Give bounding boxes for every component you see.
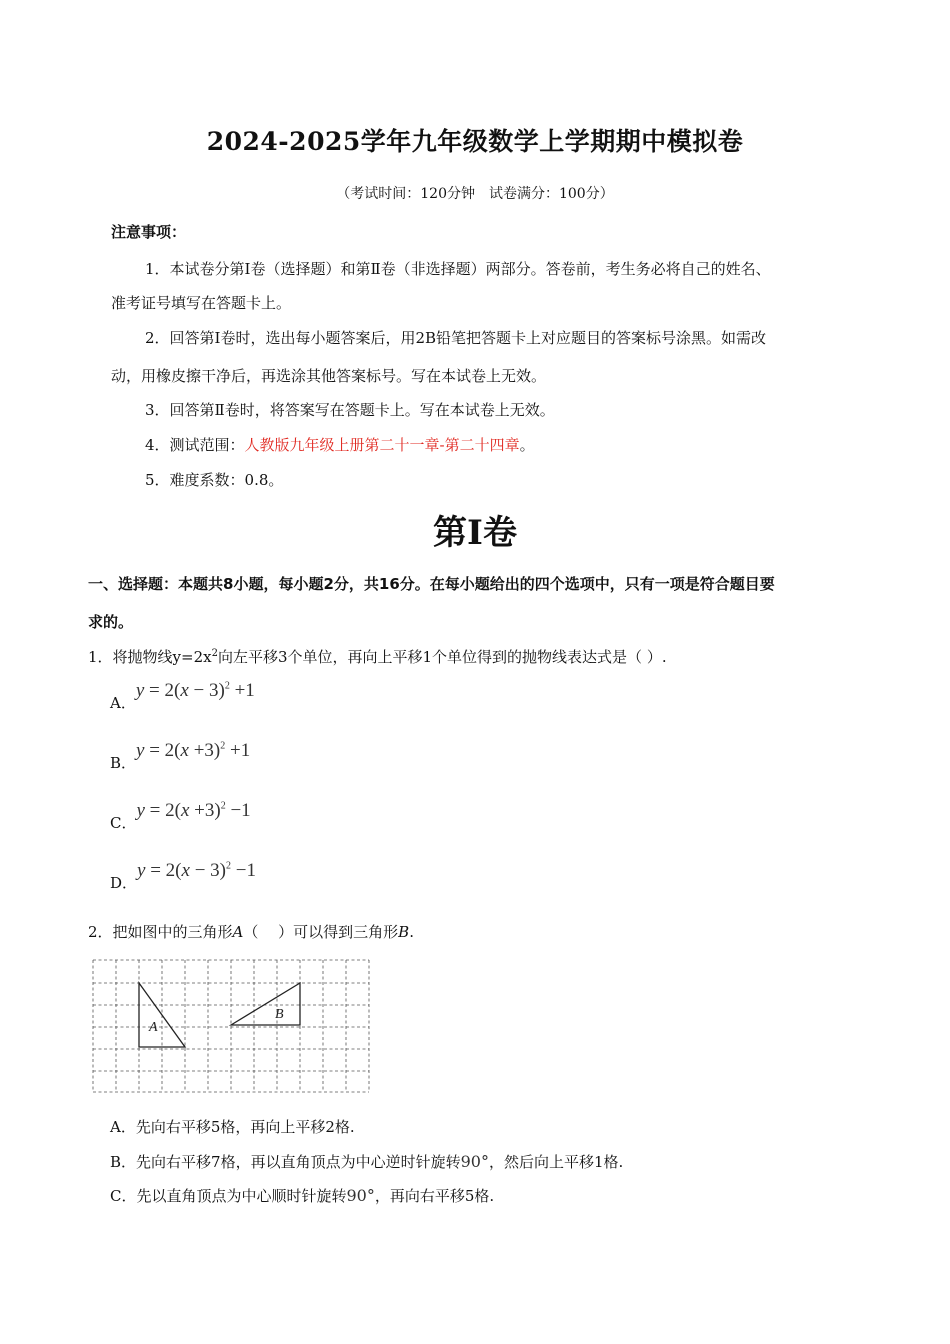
q2-option-c[interactable]: C．先以直角顶点为中心顺时针旋转90°，再向右平移5格. bbox=[110, 1186, 495, 1205]
q1-option-a[interactable]: A．$y = 2(x - 3)^2 +1$ bbox=[110, 680, 255, 712]
question-1-stem: 1．将抛物线$y=2x^2$向左平移3个单位，再向上平移1个单位得到的抛物线表达式是（ ）. bbox=[88, 648, 667, 666]
formula: $y = 2(x - 3)^2 +1$ bbox=[135, 680, 255, 701]
label-b: B bbox=[275, 1007, 284, 1022]
notice-item-2-line-1: 2．回答第Ⅰ卷时，选出每小题答案后，用2B铅笔把答题卡上对应题目的答案标号涂黑。如需改 bbox=[145, 329, 767, 347]
notice-item-1-line-1: 1．本试卷分第Ⅰ卷（选择题）和第Ⅱ卷（非选择题）两部分。答卷前，考生务必将自己的姓名、 bbox=[145, 260, 771, 278]
label-a: A bbox=[149, 1020, 158, 1035]
grid-lines bbox=[93, 960, 369, 1092]
question-2-stem: 2．把如图中的三角形A（ ）可以得到三角形B. bbox=[88, 923, 414, 941]
notice-item-4: 4．测试范围：人教版九年级上册第二十一章-第二十四章。 bbox=[145, 436, 535, 454]
triangle-b bbox=[231, 983, 300, 1025]
formula: $y = 2(x +3)^2 -1$ bbox=[136, 800, 251, 821]
exam-info: （考试时间：120分钟 试卷满分：100分） bbox=[336, 186, 614, 202]
notice-item-3: 3．回答第Ⅱ卷时，将答案写在答题卡上。写在本试卷上无效。 bbox=[145, 401, 555, 419]
notice-heading: 注意事项： bbox=[111, 223, 187, 241]
section-title: 第Ⅰ卷 bbox=[433, 513, 517, 553]
q1-option-d[interactable]: D．$y = 2(x - 3)^2 -1$ bbox=[110, 860, 256, 892]
q2-option-a[interactable]: A．先向右平移5格，再向上平移2格. bbox=[110, 1118, 355, 1136]
part1-heading-line-2: 求的。 bbox=[88, 613, 134, 631]
test-range: 人教版九年级上册第二十一章-第二十四章 bbox=[244, 436, 520, 454]
q1-option-c[interactable]: C．$y = 2(x +3)^2 -1$ bbox=[110, 800, 251, 832]
formula: $y = 2(x - 3)^2 -1$ bbox=[137, 860, 256, 881]
notice-item-2-line-2: 动，用橡皮擦干净后，再选涂其他答案标号。写在本试卷上无效。 bbox=[111, 367, 547, 385]
part1-heading-line-1: 一、选择题：本题共8小题，每小题2分，共16分。在每小题给出的四个选项中，只有一项是符合题目要 bbox=[88, 575, 775, 593]
notice-item-1-line-2: 准考证号填写在答题卡上。 bbox=[111, 294, 292, 312]
q2-option-b[interactable]: B．先向右平移7格，再以直角顶点为中心逆时针旋转90°，然后向上平移1格. bbox=[110, 1152, 624, 1171]
notice-item-5: 5．难度系数：0.8。 bbox=[145, 471, 284, 489]
grid-figure bbox=[92, 958, 372, 1094]
formula: $y = 2(x +3)^2 +1$ bbox=[136, 740, 251, 761]
page-title: 2024-2025学年九年级数学上学期期中模拟卷 bbox=[206, 127, 744, 156]
q1-option-b[interactable]: B．$y = 2(x +3)^2 +1$ bbox=[110, 740, 251, 772]
